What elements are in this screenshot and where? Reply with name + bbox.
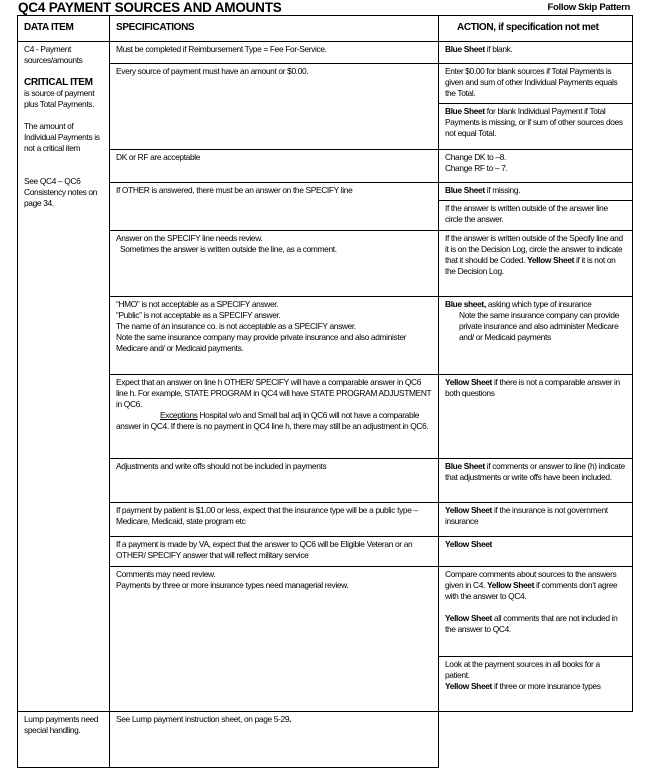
action-cell: Blue Sheet if comments or answer to line (h) indicate that adjustments or write offs have been included. [439,459,633,503]
action-cell: If the answer is written outside of the answer line circle the answer. [439,201,633,231]
spec-cell: “HMO” is not acceptable as a SPECIFY answer. “Public” is not acceptable as a SPECIFY answer. The name of an insurance co. is not acceptable as a SPECIFY answer. Note the same insurance company may provide private insurance and also administer Medicare and/ or Medicaid payments. [110,297,439,375]
amount-note: The amount of Individual Payments is not a critical item [24,121,100,153]
critical-item-text: is source of payment plus Total Payments. [24,88,95,109]
table-header-row [18,16,633,42]
table-row [18,375,633,459]
action-cell: Yellow Sheet [439,537,633,567]
action-cell: Blue Sheet if blank. [439,42,633,64]
action-cell: Look at the payment sources in all books for a patient. Yellow Sheet if three or more insurance types [439,657,633,712]
action-cell: Blue sheet, asking which type of insurance Note the same insurance company can provide private insurance and also administer Medicare and/ or Medicaid payments [439,297,633,375]
action-cell: Change DK to –8. Change RF to – 7. [439,150,633,183]
action-cell: Yellow Sheet if there is not a comparable answer in both questions [439,375,633,459]
spec-cell: Adjustments and write offs should not be included in payments [110,459,439,503]
action-cell: Blue Sheet for blank Individual Payment if Total Payments is missing, or if sum of other sources does not equal Total. [439,104,633,150]
spec-cell: If a payment is made by VA, expect that the answer to QC6 will be Eligible Veteran or an OTHER/ SPECIFY answer that will reflect military service [110,537,439,567]
table-row [18,297,633,375]
table-row [18,64,633,104]
specifications-table [17,15,633,768]
col-header-specifications: SPECIFICATIONS [110,16,439,42]
skip-pattern-note: Follow Skip Pattern [547,2,630,13]
spec-cell: If payment by patient is $1.00 or less, expect that the insurance type will be a public type – Medicare, Medicaid, state program etc [110,503,439,537]
action-cell: Enter $0.00 for blank sources if Total Payments is given and sum of other Individual Payments equals the Total. [439,64,633,104]
spec-cell: DK or RF are acceptable [110,150,439,183]
table-row [18,459,633,503]
spec-cell: Must be completed if Reimbursement Type = Fee For-Service. [110,42,439,64]
spec-cell: If OTHER is answered, there must be an answer on the SPECIFY line [110,183,439,231]
action-cell: Compare comments about sources to the answers given in C4. Yellow Sheet if comments don’t agree with the answer to QC4. Yellow Sheet all comments that are not included in the answer to QC4. [439,567,633,657]
table-row [18,231,633,297]
col-header-action: ACTION, if specification not met [439,16,633,42]
table-row [18,150,633,183]
table-row [18,42,633,64]
data-item-name: C4 - Payment sources/amounts [24,44,83,65]
spec-cell: Comments may need review. Payments by three or more insurance types need managerial review. [110,567,439,712]
col-header-data-item: DATA ITEM [18,16,110,42]
table-row [18,183,633,201]
page-header [18,0,632,16]
spec-cell: Lump payments need special handling. [18,712,110,768]
spec-cell: Expect that an answer on line h OTHER/ SPECIFY will have a comparable answer in QC6 line h. For example, STATE PROGRAM in QC4 will have STATE PROGRAM ADJUSTMENT in QC6. Exceptions Hospital w/o and Small bal adj in QC6 will not have a comparable answer in QC4. If there is no payment in QC4 line h, there may still be an adjustment in QC6. [110,375,439,459]
table-row [18,712,633,768]
spec-cell: Every source of payment must have an amount or $0.00. [110,64,439,150]
critical-item-label: CRITICAL ITEM [24,77,93,88]
action-cell: If the answer is written outside of the Specify line and it is on the Decision Log, circle the answer to indicate that it should be Coded. Yellow Sheet if it is not on the Decision Log. [439,231,633,297]
consistency-note: See QC4 – QC6 Consistency notes on page 34. [24,176,98,208]
page-title: QC4 PAYMENT SOURCES AND AMOUNTS [18,0,282,15]
table-row [18,503,633,537]
spec-cell: Answer on the SPECIFY line needs review. Sometimes the answer is written outside the line, as a comment. [110,231,439,297]
action-cell: Blue Sheet if missing. [439,183,633,201]
action-cell: Yellow Sheet if the insurance is not government insurance [439,503,633,537]
table-row [18,537,633,567]
table-row [18,567,633,657]
action-cell: See Lump payment instruction sheet, on page 5-29. [110,712,439,768]
data-item-cell [18,42,110,712]
